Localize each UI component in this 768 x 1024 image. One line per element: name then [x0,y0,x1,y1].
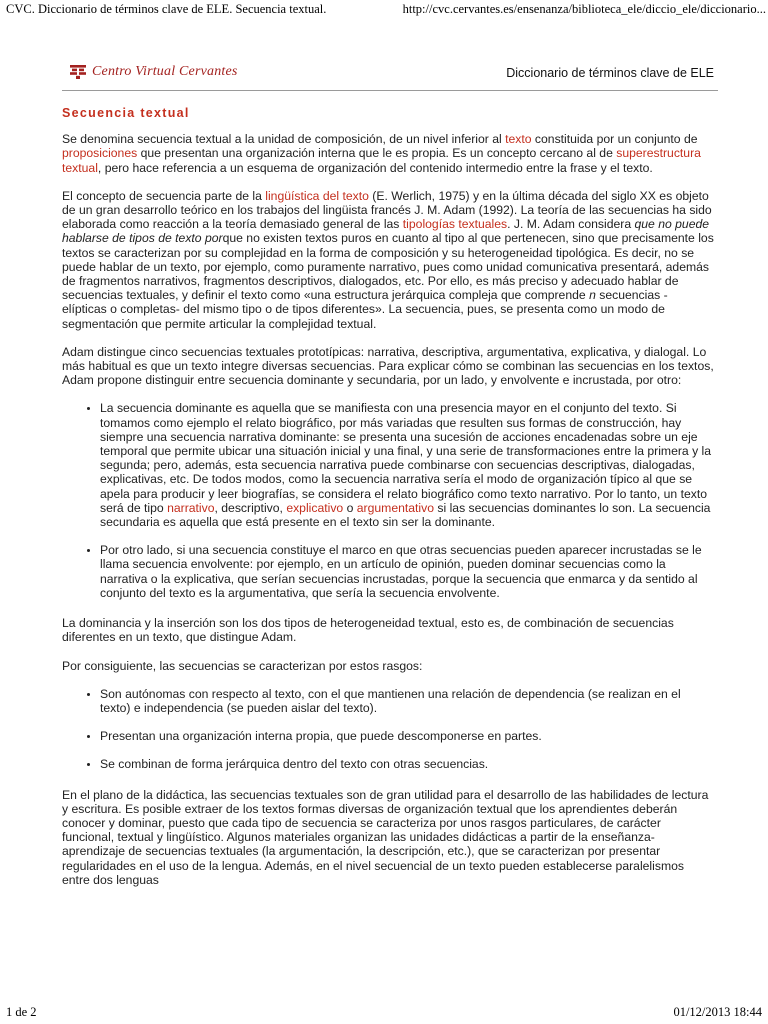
link-argumentativo[interactable]: argumentativo [356,500,435,515]
print-page-title: CVC. Diccionario de términos clave de ELE. Secuencia textual. [6,2,327,16]
list-item-envolvente: • Por otro lado, si una secuencia constituye el marco en que otras secuencias pueden aparecer incrustadas se le llama secuencia envolvente: por ejemplo, en un artículo de opinión, pueden dominar secuencias como la narrativa o la explicativa, que serían secuencias incrustadas, porque la secuencia que enmarca y da sentido al conjunto del texto es la argumentativa, que sería la secuencia envolvente. [100,543,714,600]
page-title: Secuencia textual [62,106,190,120]
site-header [62,60,718,91]
link-narrativo[interactable]: narrativo [167,500,215,515]
link-explicativo[interactable]: explicativo [286,500,344,515]
link-texto[interactable]: texto [505,132,532,147]
page-number: 1 de 2 [6,1005,37,1019]
print-footer [6,1005,762,1021]
link-superestructura-textual[interactable]: superestructura textual [62,146,701,175]
paragraph-prototypes: Adam distingue cinco secuencias textuales prototípicas: narrativa, descriptiva, argumentativa, explicativa, y dialogal. Lo más habitual es que un texto integre diversas secuencias. Para explicar cómo se combinan las secuencias en los textos, Adam propone distinguir entre secuencia dominante y secundaria, por un lado, y envolvente e incrustada, por otro: [62,344,714,388]
print-header [6,2,766,18]
sequence-types-list [62,401,714,600]
paragraph-dominance: La dominancia y la inserción son los dos tipos de heterogeneidad textual, esto es, de combinación de secuencias diferentes en un texto, que distingue Adam. [62,616,674,645]
dictionary-title[interactable]: Diccionario de términos clave de ELE [506,66,714,80]
link-proposiciones[interactable]: proposiciones [62,146,138,161]
list-item: • Se combinan de forma jerárquica dentro del texto con otras secuencias. [100,757,714,771]
brand-name: Centro Virtual Cervantes [92,64,238,79]
list-item-dominant: • La secuencia dominante es aquella que se manifiesta con una presencia mayor en el conjunto del texto. Si tomamos como ejemplo el relato biográfico, por más variadas que resulten sus formas de construcción, hay siempre una secuencia narrativa dominante: se presenta una sucesión de acciones encadenadas sobre un eje temporal que permite ubicar una situación inicial y una final, y una serie de transformaciones entre la primera y la segunda; pero, además, esta secuencia narrativa puede combinarse con secuencias descriptivas, dialogadas, explicativas, etc. De todos modos, como la secuencia narrativa sería el modo de organización típico al que se apela para producir y leer biografías, se considera el relato biográfico como texto narrativo. Por lo tanto, un texto será de tipo narrativo, descriptivo, explicativo o argumentativo si las secuencias dominantes lo son. La secuencia secundaria es aquella que está presente en el texto sin ser la dominante. [100,401,714,529]
traits-list [62,687,714,772]
paragraph-didactics: En el plano de la didáctica, las secuencias textuales son de gran utilidad para el desarrollo de las habilidades de lectura y escritura. Es posible extraer de los textos formas diversas de organización textual que los aprendientes deberán conocer y dominar, puesto que cada tipo de secuencia se caracteriza por unos rasgos particulares, de carácter funcional, textual y lingüístico. Algunos materiales organizan las unidades didácticas a partir de la enseñanza-aprendizaje de secuencias textuales (la argumentación, la descripción, etc.), que se caracterizan por presentar regularidades en el uso de la lengua. Además, en el nivel secuencial de un texto pueden establecerse paralelismos entre dos lenguas [62,787,709,887]
brand-link[interactable] [70,64,238,80]
list-item: • Presentan una organización interna propia, que puede descomponerse en partes. [100,729,714,743]
article [62,106,714,996]
cervantes-logo-icon [70,65,86,79]
list-item: • Son autónomas con respecto al texto, con el que mantienen una relación de dependencia (se realizan en el texto) e independencia (se pueden aislar del texto). [100,687,714,715]
link-linguistica-del-texto[interactable]: lingüística del texto [265,188,369,203]
paragraph-traits-intro: Por consiguiente, las secuencias se caracterizan por estos rasgos: [62,658,423,673]
print-datetime: 01/12/2013 18:44 [673,1005,762,1019]
paragraph-definition: Se denomina secuencia textual a la unidad de composición, de un nivel inferior al texto constituida por un conjunto de proposiciones que presentan una organización interna que le es propia. Es un concepto cercano al de superestructura textual, pero hace referencia a un esquema de organización del contenido intermedio entre la frase y el texto. [62,132,701,175]
link-tipologias-textuales[interactable]: tipologías textuales [402,217,508,232]
paragraph-concept: El concepto de secuencia parte de la lingüística del texto (E. Werlich, 1975) y en la última década del siglo XX es objeto de un gran desarrollo teórico en los trabajos del lingüista francés J. M. Adam (1992). La teoría de las secuencias ha sido elaborada como reacción a la teoría demasiado general de las tipologías textuales. J. M. Adam considera que no puede hablarse de tipos de texto porque no existen textos puros en cuanto al tipo al que pertenecen, sino que precisamente los textos se caracterizan por su complejidad en la forma de composición y su heterogeneidad tipológica. Es decir, no se puede hablar de un texto, por ejemplo, como puramente narrativo, pues como unidad comunicativa presentará, además de fragmentos narrativos, fragmentos descriptivos, dialogados, etc. Por ello, es más preciso y adecuado hablar de secuencias textuales, y definir el texto como «una estructura jerárquica compleja que comprende n secuencias - elípticas o completas- del mismo tipo o de tipos diferentes». La secuencia, pues, se presenta como un modo de segmentación que permite articular la complejidad textual. [62,188,714,331]
print-url: http://cvc.cervantes.es/ensenanza/biblioteca_ele/diccio_ele/diccionario... [402,2,766,16]
